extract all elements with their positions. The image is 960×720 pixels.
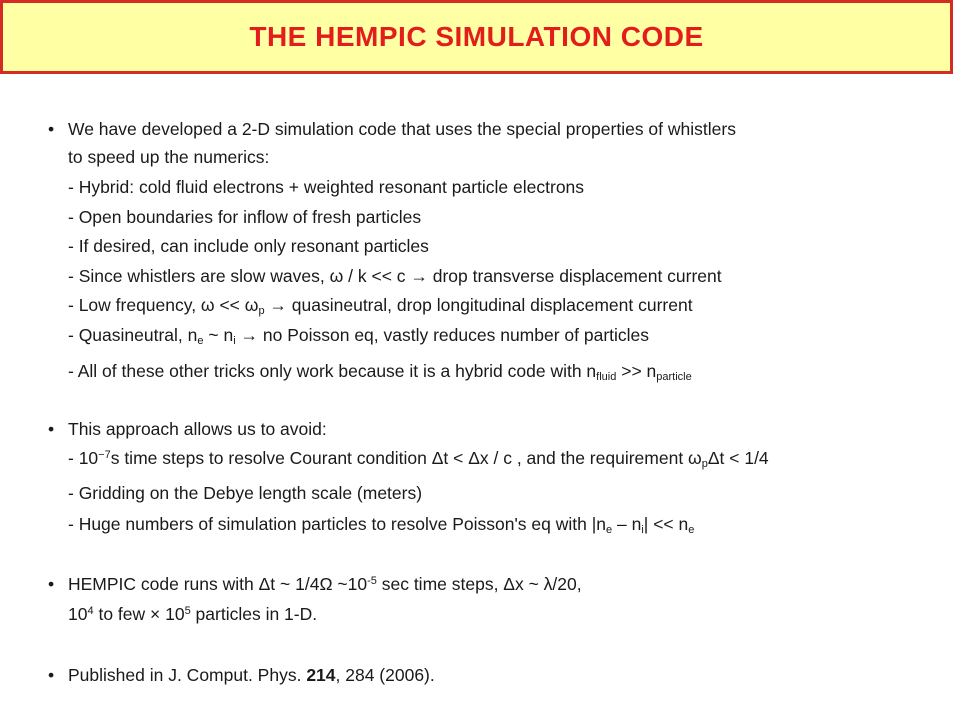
s2-line-a: This approach allows us to avoid:	[68, 419, 327, 439]
title-banner	[0, 0, 953, 74]
s2-item-3: - Huge numbers of simulation particles to resolve Poisson's eq with $|n_e - n_i| << n_e$	[68, 514, 695, 536]
s1-item-1: - Hybrid: cold fluid electrons + weighted resonant particle electrons	[68, 177, 585, 197]
s3-line-b: $10^4$ to few × $10^5$ particles in 1-D.	[68, 604, 318, 624]
s2-item-1: - $10^{-7}s$ time steps to resolve Courant condition Δt < Δx / c , and the requirement $\omega_p\Delta t < 1/4$	[68, 448, 769, 470]
s1-item-6: - Quasineutral, $n_e$ ~ $n_i$ → no Poisson eq, vastly reduces number of particles	[68, 325, 650, 347]
s1-line-b: to speed up the numerics:	[68, 147, 270, 167]
s4-line-a: Published in J. Comput. Phys. 214, 284 (2006).	[68, 665, 435, 685]
s1-item-7: - All of these other tricks only work because it is a hybrid code with $n_{fluid} >> n_{particle}$	[68, 361, 692, 383]
bullet-4: •	[48, 665, 55, 685]
s1-item-5: - Low frequency, $\omega << \omega_p$ → quasineutral, drop longitudinal displacement current	[68, 295, 693, 317]
s1-item-2: - Open boundaries for inflow of fresh particles	[68, 207, 422, 227]
page-title: THE HEMPIC SIMULATION CODE	[249, 21, 704, 52]
s3-line-a: HEMPIC code runs with Δt ~ 1/4Ω $\sim 10^{-5}$ sec time steps, Δx ~ λ/20,	[68, 574, 582, 594]
s1-item-4: - Since whistlers are slow waves, ω / k << c → drop transverse displacement current	[68, 266, 722, 286]
bullet-1: •	[48, 119, 55, 139]
journal-volume: 214	[306, 665, 336, 685]
bullet-2: •	[48, 419, 55, 439]
s1-line-a: We have developed a 2-D simulation code that uses the special properties of whistlers	[68, 119, 736, 139]
s1-item-3: - If desired, can include only resonant particles	[68, 236, 429, 256]
s2-item-2: - Gridding on the Debye length scale (meters)	[68, 483, 423, 503]
bullet-3: •	[48, 574, 55, 594]
